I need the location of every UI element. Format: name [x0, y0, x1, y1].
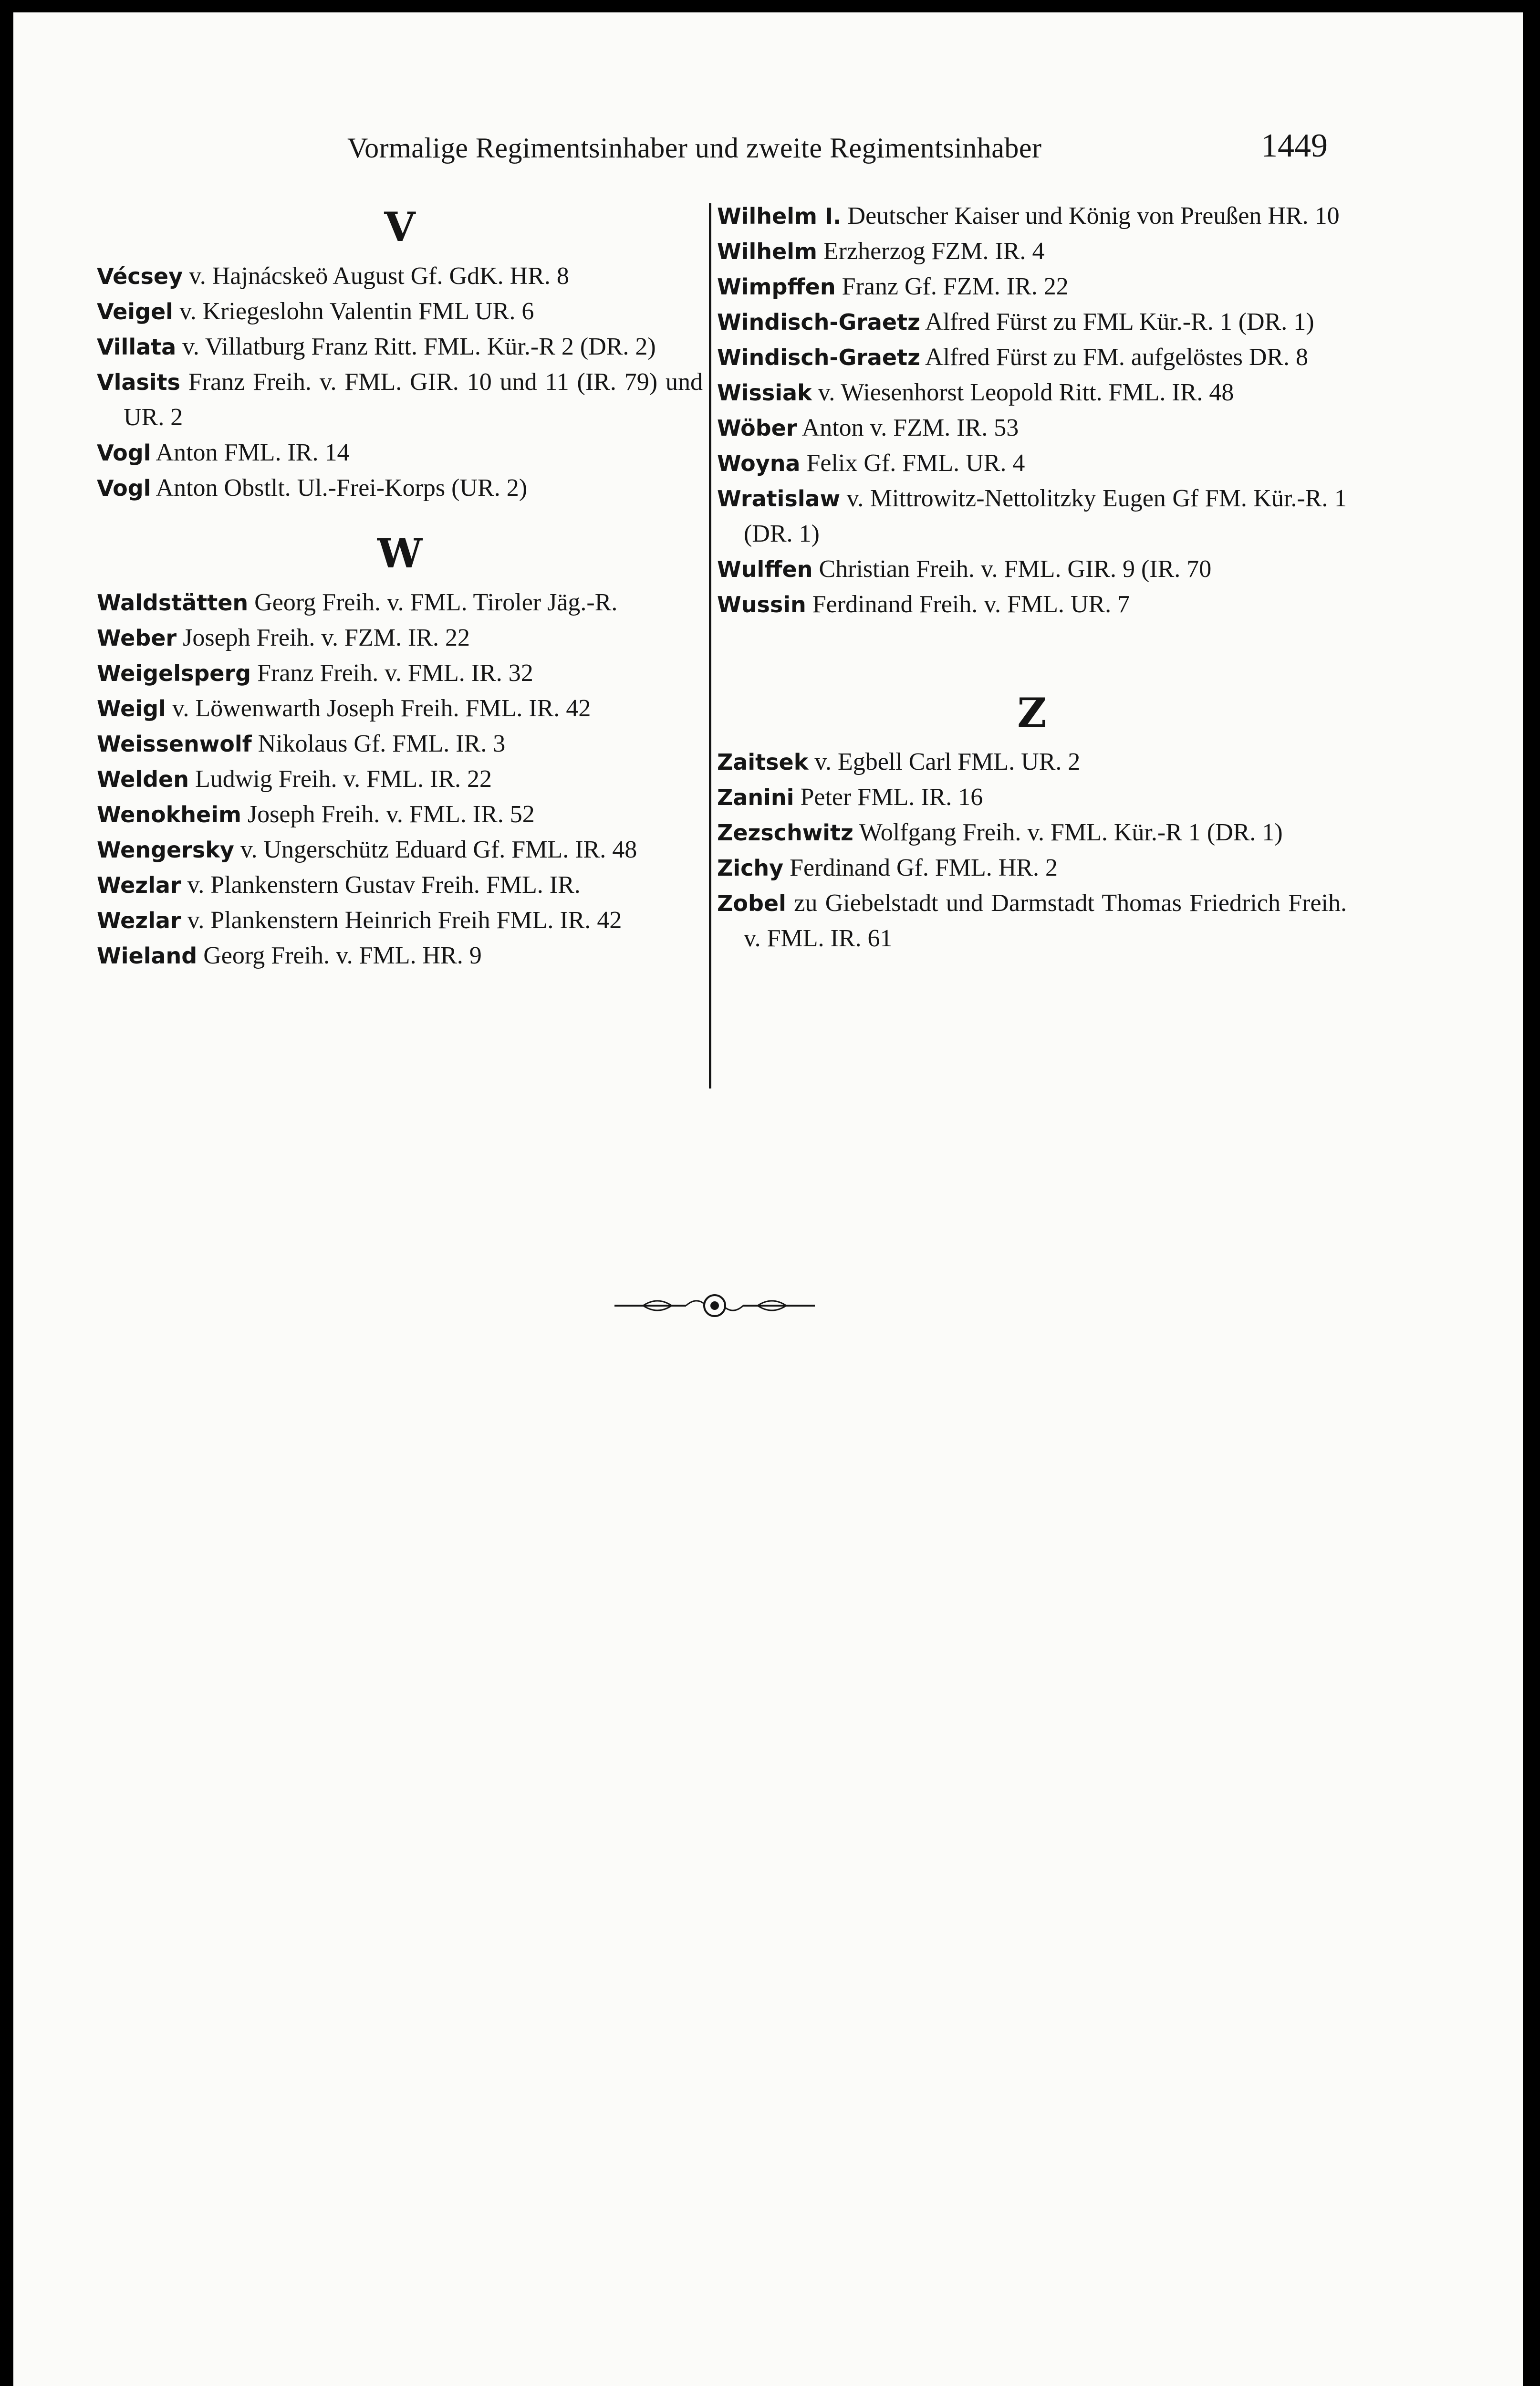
entry-surname: Windisch-Graetz: [717, 345, 920, 370]
entry-surname: Wezlar: [97, 908, 181, 933]
entry-surname: Welden: [97, 766, 189, 792]
entry-details: Joseph Freih. v. FML. IR. 52: [241, 801, 535, 828]
section-letter-w: W: [377, 530, 423, 577]
index-entry: [97, 726, 703, 762]
section-letter-z: Z: [1017, 689, 1047, 736]
entry-surname: Weber: [97, 625, 177, 651]
entry-surname: Wezlar: [97, 872, 181, 898]
index-entry: [717, 304, 1347, 340]
index-entry: [97, 762, 703, 797]
entry-surname: Vogl: [97, 475, 151, 501]
entry-details: Joseph Freih. v. FZM. IR. 22: [177, 624, 470, 651]
entry-details: Alfred Fürst zu FML Kür.-R. 1 (DR. 1): [920, 308, 1314, 335]
entry-surname: Wratislaw: [717, 486, 841, 512]
entry-details: Georg Freih. v. FML. Tiroler Jäg.-R.: [248, 589, 618, 616]
section-z-entries: [717, 744, 1347, 956]
entry-details: Wolfgang Freih. v. FML. Kür.-R 1 (DR. 1): [853, 819, 1283, 846]
entry-surname: Wilhelm: [717, 239, 817, 264]
entry-details: Felix Gf. FML. UR. 4: [800, 450, 1025, 477]
index-entry: [97, 329, 703, 365]
index-entry: [97, 797, 703, 832]
entry-details: Ferdinand Freih. v. FML. UR. 7: [806, 591, 1130, 618]
right-column: [717, 199, 1347, 956]
section-w-continued-entries: [717, 199, 1347, 622]
index-entry: [97, 938, 703, 973]
entry-details: v. Plankenstern Heinrich Freih FML. IR. 42: [181, 907, 622, 934]
index-entry: [97, 585, 703, 620]
entry-surname: Wimpffen: [717, 274, 836, 300]
entry-details: v. Villatburg Franz Ritt. FML. Kür.-R 2 (DR. 2): [176, 333, 656, 360]
page-number: 1449: [1261, 127, 1328, 164]
section-w-entries: [97, 585, 703, 973]
entry-details: Deutscher Kaiser und König von Preußen HR. 10: [841, 202, 1340, 230]
entry-details: v. Ungerschütz Eduard Gf. FML. IR. 48: [234, 836, 637, 863]
entry-details: v. Hajnácskeö August Gf. GdK. HR. 8: [183, 262, 569, 290]
entry-details: Alfred Fürst zu FM. aufgelöstes DR. 8: [920, 344, 1309, 371]
entry-surname: Wussin: [717, 592, 806, 617]
entry-surname: Windisch-Graetz: [717, 309, 920, 335]
index-entry: [97, 435, 703, 471]
index-entry: [97, 832, 703, 868]
column-divider: [709, 203, 711, 1088]
entry-surname: Woyna: [717, 450, 801, 476]
entry-details: v. Plankenstern Gustav Freih. FML. IR.: [181, 871, 581, 899]
index-entry: [717, 886, 1347, 956]
entry-details: Peter FML. IR. 16: [794, 784, 983, 811]
entry-surname: Weigl: [97, 696, 166, 722]
left-column: [97, 199, 703, 973]
index-entry: [97, 365, 703, 435]
index-entry: [97, 620, 703, 656]
index-entry: [717, 234, 1347, 269]
entry-details: v. Wiesenhorst Leopold Ritt. FML. IR. 48: [812, 379, 1234, 406]
entry-details: v. Mittrowitz-Nettolitzky Eugen Gf FM. Kür.-R. 1 (DR. 1): [744, 485, 1347, 547]
entry-details: v. Egbell Carl FML. UR. 2: [808, 748, 1081, 775]
entry-surname: Wöber: [717, 415, 797, 441]
entry-details: Franz Freih. v. FML. GIR. 10 und 11 (IR. 79) und UR. 2: [124, 368, 703, 431]
index-entry: [97, 903, 703, 938]
index-entry: [717, 446, 1347, 481]
entry-surname: Zaitsek: [717, 749, 809, 775]
entry-surname: Waldstätten: [97, 590, 249, 616]
index-entry: [717, 269, 1347, 304]
entry-details: zu Giebelstadt und Darmstadt Thomas Friedrich Freih. v. FML. IR. 61: [744, 890, 1347, 952]
fleuron-icon: [614, 1291, 815, 1320]
entry-details: Franz Freih. v. FML. IR. 32: [251, 659, 533, 687]
entry-surname: Wenokheim: [97, 802, 241, 827]
entry-details: Ludwig Freih. v. FML. IR. 22: [188, 765, 492, 793]
entry-surname: Zobel: [717, 890, 786, 916]
index-entry: [717, 850, 1347, 886]
index-entry: [717, 481, 1347, 552]
entry-surname: Vlasits: [97, 369, 180, 395]
entry-surname: Wieland: [97, 943, 198, 969]
page: [13, 12, 1523, 2386]
entry-details: Ferdinand Gf. FML. HR. 2: [783, 854, 1058, 881]
entry-surname: Veigel: [97, 299, 173, 324]
entry-surname: Wengersky: [97, 837, 234, 863]
entry-details: Anton Obstlt. Ul.-Frei-Korps (UR. 2): [151, 474, 528, 502]
entry-details: Georg Freih. v. FML. HR. 9: [197, 942, 482, 969]
entry-surname: Villata: [97, 334, 177, 360]
index-entry: [97, 691, 703, 726]
index-entry: [97, 259, 703, 294]
entry-surname: Zichy: [717, 855, 784, 881]
entry-details: Anton v. FZM. IR. 53: [797, 414, 1019, 441]
entry-surname: Weissenwolf: [97, 731, 252, 757]
section-v-entries: [97, 259, 703, 506]
entry-surname: Vécsey: [97, 263, 183, 289]
entry-surname: Vogl: [97, 440, 151, 466]
entry-details: Nikolaus Gf. FML. IR. 3: [251, 730, 506, 757]
index-entry: [717, 410, 1347, 446]
running-head: Vormalige Regimentsinhaber und zweite Regimentsinhaber: [347, 132, 1042, 164]
index-entry: [717, 815, 1347, 850]
index-entry: [717, 587, 1347, 622]
entry-details: Christian Freih. v. FML. GIR. 9 (IR. 70: [812, 555, 1212, 583]
entry-details: Anton FML. IR. 14: [151, 439, 350, 466]
entry-details: v. Löwenwarth Joseph Freih. FML. IR. 42: [166, 695, 591, 722]
entry-surname: Wissiak: [717, 380, 812, 406]
index-entry: [717, 552, 1347, 587]
index-entry: [97, 868, 703, 903]
index-entry: [717, 744, 1347, 780]
entry-surname: Wulffen: [717, 556, 813, 582]
index-entry: [717, 199, 1347, 234]
index-entry: [97, 656, 703, 691]
entry-surname: Zezschwitz: [717, 820, 853, 846]
index-entry: [717, 340, 1347, 375]
index-entry: [717, 780, 1347, 815]
section-letter-v: V: [384, 203, 416, 251]
entry-surname: Weigelsperg: [97, 660, 251, 686]
entry-details: Franz Gf. FZM. IR. 22: [835, 273, 1069, 300]
index-entry: [97, 471, 703, 506]
index-entry: [97, 294, 703, 329]
entry-surname: Zanini: [717, 785, 794, 810]
entry-surname: Wilhelm I.: [717, 203, 842, 229]
entry-details: v. Kriegeslohn Valentin FML UR. 6: [173, 298, 534, 325]
entry-details: Erzherzog FZM. IR. 4: [817, 238, 1045, 265]
index-entry: [717, 375, 1347, 410]
